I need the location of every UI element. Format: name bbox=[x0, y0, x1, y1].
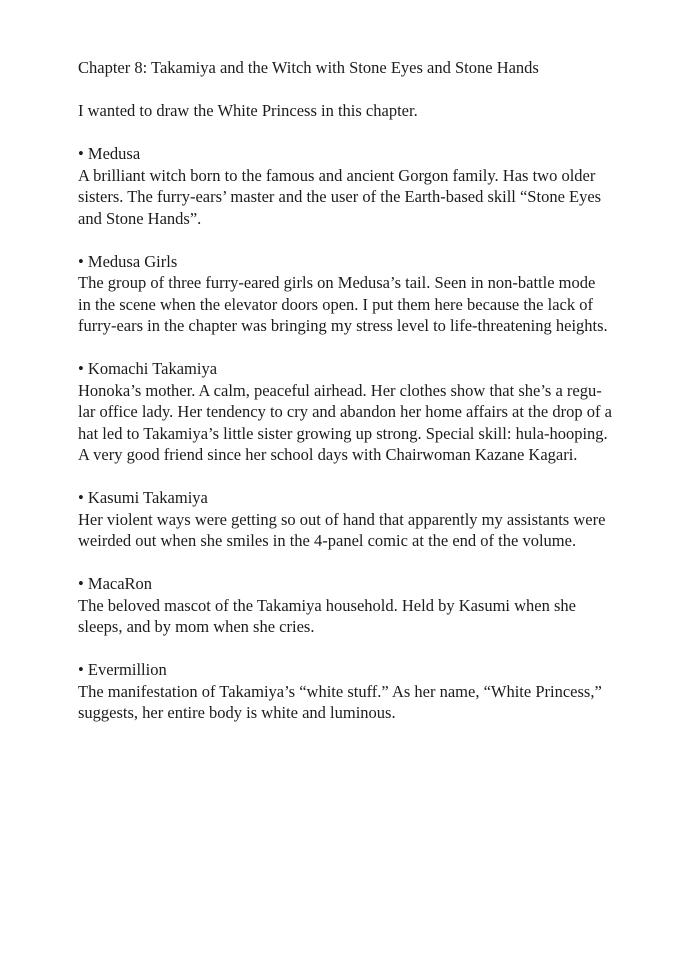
text-line: furry-ears in the chapter was bringing my stress level to life-threatening heights. bbox=[78, 316, 608, 335]
text-line: sisters. The furry-ears’ master and the user of the Earth-based skill “Stone Eyes bbox=[78, 187, 602, 206]
chapter-title: Chapter 8: Takamiya and the Witch with Stone Eyes and Stone Hands bbox=[78, 58, 539, 77]
section-macaron bbox=[78, 573, 656, 638]
text-line: sleeps, and by mom when she cries. bbox=[78, 617, 315, 636]
text-line: A very good friend since her school days with Chairwoman Kazane Kagari. bbox=[78, 445, 578, 464]
section-komachi-takamiya bbox=[78, 358, 656, 466]
text-line: weirded out when she smiles in the 4-panel comic at the end of the volume. bbox=[78, 531, 577, 550]
text-line: A brilliant witch born to the famous and ancient Gorgon family. Has two older bbox=[78, 165, 596, 185]
text-line: and Stone Hands”. bbox=[78, 208, 202, 228]
section-evermillion bbox=[78, 659, 656, 724]
section-heading: • Kasumi Takamiya bbox=[78, 488, 208, 507]
text-line: The manifestation of Takamiya’s “white stuff.” As her name, “White Princess,” bbox=[78, 681, 602, 701]
text-line: Her violent ways were getting so out of hand that apparently my assistants were bbox=[78, 509, 606, 529]
text-line: in the scene when the elevator doors open. I put them here because the lack of bbox=[78, 294, 593, 314]
section-heading: • Evermillion bbox=[78, 660, 167, 679]
text-line: lar office lady. Her tendency to cry and abandon her home affairs at the drop of a bbox=[78, 402, 612, 421]
section-medusa-girls bbox=[78, 251, 656, 337]
section-heading: • Medusa bbox=[78, 144, 141, 163]
text-line: suggests, her entire body is white and luminous. bbox=[78, 703, 396, 722]
intro-paragraph: I wanted to draw the White Princess in this chapter. bbox=[78, 101, 418, 120]
text-line: The group of three furry-eared girls on Medusa’s tail. Seen in non-battle mode bbox=[78, 273, 596, 292]
section-heading: • MacaRon bbox=[78, 574, 153, 593]
section-kasumi-takamiya bbox=[78, 487, 656, 552]
section-heading: • Komachi Takamiya bbox=[78, 359, 218, 378]
section-medusa bbox=[78, 143, 656, 229]
section-heading: • Medusa Girls bbox=[78, 251, 178, 271]
text-line: Honoka’s mother. A calm, peaceful airhead. Her clothes show that she’s a regu- bbox=[78, 380, 602, 400]
text-line: hat led to Takamiya’s little sister growing up strong. Special skill: hula-hooping. bbox=[78, 423, 608, 443]
text-line: The beloved mascot of the Takamiya household. Held by Kasumi when she bbox=[78, 595, 577, 615]
